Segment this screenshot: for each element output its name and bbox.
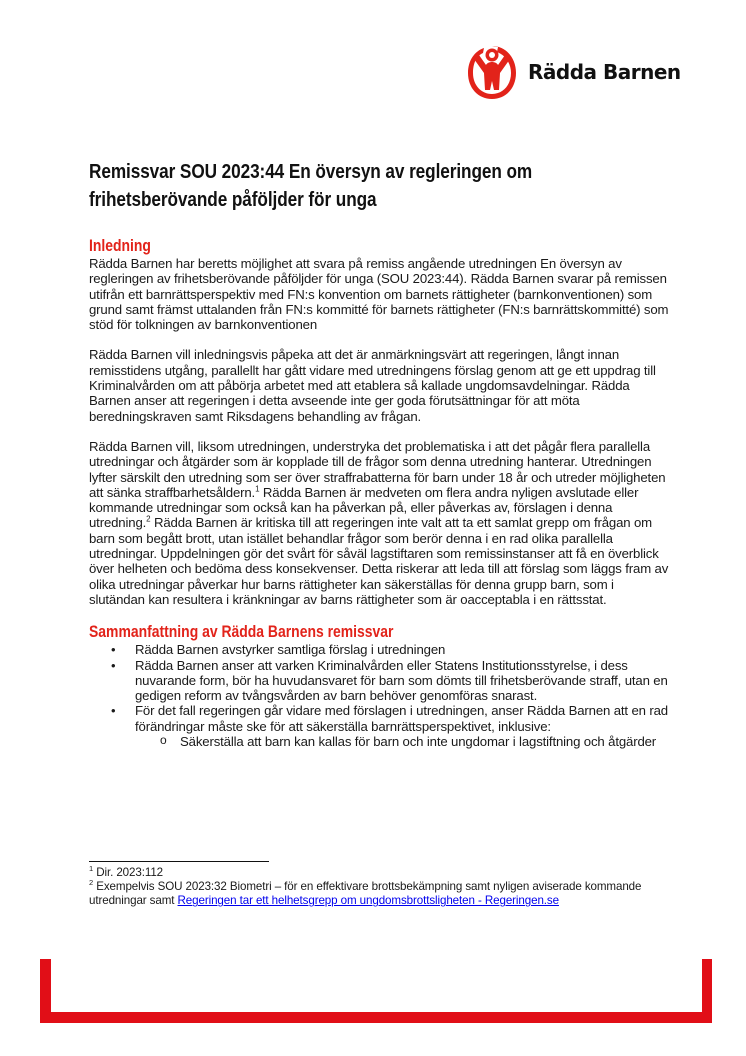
logo-text: Rädda Barnen <box>528 60 681 84</box>
sub-list-item: o Säkerställa att barn kan kallas för barn och inte ungdomar i lagstiftning och åtgärder <box>135 734 669 749</box>
footnote-ref-1[interactable]: 1 <box>255 484 260 494</box>
paragraph-text: Rädda Barnen vill, liksom utredningen, understryka det problematiska i att det pågår flera parallella utredningar och åtgärder som är kopplade till de frågor som denna utredning hanterar. Utredningen lyfter särskilt den utredning som ser över straffrabatterna för barn under 18 år och utreder möjligheten att sänka straffbarhetsåldern. <box>89 438 666 500</box>
paragraph-text: Rädda Barnen är kritiska till att regeringen inte valt att ta ett samlat grepp om frågan om barn som begått brott, utan istället behandlar frågor som berör denna i en rad olika parallella utredningar. Uppdelningen gör det svårt för såväl lagstiftaren som remissinstanser att få en överblick över helheten och bedöma dess konsekvenser. Detta riskerar att leda till att förslag som läggs fram av olika utredningar påverkar hur barns rättigheter kan säkerställas för denna grupp barn, som i slutändan kan resultera i kränkningar av barns rättigheter som är oacceptabla i en rättsstat. <box>89 515 669 607</box>
document-body <box>89 236 669 749</box>
document-title: Remissvar SOU 2023:44 En översyn av regleringen om frihetsberövande påföljder för unga <box>89 161 533 211</box>
list-item: • Rädda Barnen avstyrker samtliga förslag i utredningen <box>89 642 669 657</box>
footnote-separator <box>89 861 269 862</box>
rb-logo <box>466 43 681 101</box>
list-item <box>89 703 669 749</box>
footnote-1 <box>89 866 669 880</box>
sub-list <box>135 734 669 749</box>
footnote-ref-2[interactable]: 2 <box>146 515 151 525</box>
footnote-number: 2 <box>89 878 94 888</box>
footnotes <box>89 866 669 909</box>
frame-bottom-bar <box>40 1012 712 1023</box>
section-heading-inledning: Inledning <box>89 236 151 255</box>
paragraph: Rädda Barnen vill inledningsvis påpeka att det är anmärkningsvärt att regeringen, långt innan remisstidens utgång, parallellt har gått vidare med utredningens förslag genom att ge ett uppdrag till Kriminalvården om att påbörja arbetet med att etablera så kallade ungdomsavdelningar. Rädda Barnen anser att regeringen i detta avseende inte ger goda förutsättningar för att möta beredningskraven samt Riksdagens behandling av frågan. <box>89 347 656 424</box>
summary-list <box>89 642 669 749</box>
footnote-2 <box>89 880 669 908</box>
paragraph <box>89 439 669 607</box>
paragraph: Rädda Barnen har beretts möjlighet att svara på remiss angående utredningen En översyn av regleringen av frihetsberövande påföljder för unga (SOU 2023:44). Rädda Barnen svarar på remissen utifrån ett barnrättsperspektiv med FN:s konvention om barnets rättigheter (barnkonventionen) som grund samt främst uttalanden från FN:s kommitté för barnets rättigheter (FN:s barnrättskommitté) som stöd för tolkningen av barnkonventionen <box>89 256 669 333</box>
regeringen-link[interactable]: Regeringen tar ett helhetsgrepp om ungdomsbrottsligheten - Regeringen.se <box>177 894 559 908</box>
paragraph-text: Rädda Barnen är medveten om flera andra nyligen avslutade eller kommande utredningar som också kan ha påverkan på, eller påverkas av, förslagen i denna utredning. <box>89 484 639 531</box>
list-item-text: För det fall regeringen går vidare med förslagen i utredningen, anser Rädda Barnen att en rad förändringar måste ske för att säkerställa barnrättsperspektivet, inklusive: <box>135 703 668 734</box>
footnote-number: 1 <box>89 864 94 874</box>
section-heading-sammanfattning: Sammanfattning av Rädda Barnens remissvar <box>89 622 394 642</box>
footnote-text: Dir. 2023:112 <box>96 866 164 879</box>
footnote-text: Exempelvis SOU 2023:32 Biometri – för en effektivare brottsbekämpning samt nyligen aviserade kommande utredningar samt <box>89 880 642 908</box>
list-item: • Rädda Barnen anser att varken Kriminalvården eller Statens Institutionsstyrelse, i dess nuvarande form, bör ha huvudansvaret för barn som dömts till frihetsberövande straff, utan en gedigen reform av tvångsvården av barn behöver genomföras snarast. <box>89 658 669 704</box>
save-the-children-figure-icon <box>466 43 518 101</box>
